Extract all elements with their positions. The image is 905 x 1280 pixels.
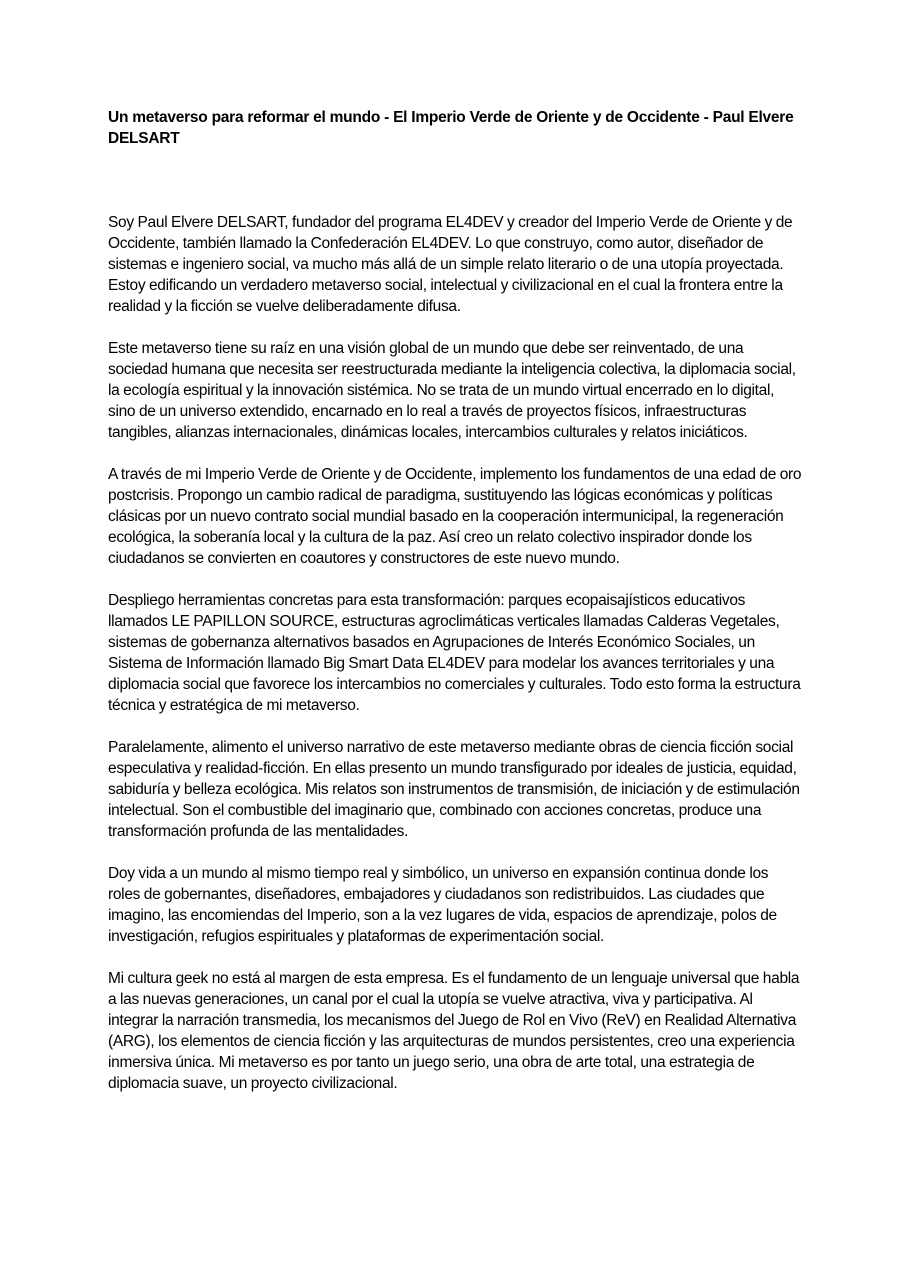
paragraph-4: Despliego herramientas concretas para esta transformación: parques ecopaisajísticos educativos llamados LE PAPILLON SOURCE, estructuras agroclimáticas verticales llamadas Calderas Vegetales, sistemas de gobernanza alternativos basados en Agrupaciones de Interés Económico Sociales, un Sistema de Información llamado Big Smart Data EL4DEV para modelar los avances territoriales y una diplomacia social que favorece los intercambios no comerciales y culturales. Todo esto forma la estructura técnica y estratégica de mi metaverso. [108, 592, 801, 714]
document-body [108, 212, 803, 1115]
paragraph-1: Soy Paul Elvere DELSART, fundador del programa EL4DEV y creador del Imperio Verde de Oriente y de Occidente, también llamado la Confederación EL4DEV. Lo que construyo, como autor, diseñador de sistemas e ingeniero social, va mucho más allá de un simple relato literario o de una utopía proyectada. Estoy edificando un verdadero metaverso social, intelectual y civilizacional en el cual la frontera entre la realidad y la ficción se vuelve deliberadamente difusa. [108, 214, 793, 315]
paragraph-7: Mi cultura geek no está al margen de esta empresa. Es el fundamento de un lenguaje universal que habla a las nuevas generaciones, un canal por el cual la utopía se vuelve atractiva, viva y participativa. Al integrar la narración transmedia, los mecanismos del Juego de Rol en Vivo (ReV) en Realidad Alternativa (ARG), los elementos de ciencia ficción y las arquitecturas de mundos persistentes, creo una experiencia inmersiva única. Mi metaverso es por tanto un juego serio, una obra de arte total, una estrategia de diplomacia suave, un proyecto civilizacional. [108, 970, 800, 1092]
paragraph-3: A través de mi Imperio Verde de Oriente y de Occidente, implemento los fundamentos de una edad de oro postcrisis. Propongo un cambio radical de paradigma, sustituyendo las lógicas económicas y políticas clásicas por un nuevo contrato social mundial basado en la cooperación intermunicipal, la regeneración ecológica, la soberanía local y la cultura de la paz. Así creo un relato colectivo inspirador donde los ciudadanos se convierten en coautores y constructores de este nuevo mundo. [108, 466, 802, 567]
paragraph-5: Paralelamente, alimento el universo narrativo de este metaverso mediante obras de ciencia ficción social especulativa y realidad-ficción. En ellas presento un mundo transfigurado por ideales de justicia, equidad, sabiduría y belleza ecológica. Mis relatos son instrumentos de transmisión, de iniciación y de estimulación intelectual. Son el combustible del imaginario que, combinado con acciones concretas, produce una transformación profunda de las mentalidades. [108, 739, 800, 840]
paragraph-6: Doy vida a un mundo al mismo tiempo real y simbólico, un universo en expansión continua donde los roles de gobernantes, diseñadores, embajadores y ciudadanos son redistribuidos. Las ciudades que imagino, las encomiendas del Imperio, son a la vez lugares de vida, espacios de aprendizaje, polos de investigación, refugios espirituales y plataformas de experimentación social. [108, 865, 777, 945]
paragraph-2: Este metaverso tiene su raíz en una visión global de un mundo que debe ser reinventado, de una sociedad humana que necesita ser reestructurada mediante la inteligencia colectiva, la diplomacia social, la ecología espiritual y la innovación sistémica. No se trata de un mundo virtual encerrado en lo digital, sino de un universo extendido, encarnado en lo real a través de proyectos físicos, infraestructuras tangibles, alianzas internacionales, dinámicas locales, intercambios culturales y relatos iniciáticos. [108, 340, 796, 441]
document-title: Un metaverso para reformar el mundo - El Imperio Verde de Oriente y de Occidente - Paul Elvere DELSART [108, 109, 794, 147]
